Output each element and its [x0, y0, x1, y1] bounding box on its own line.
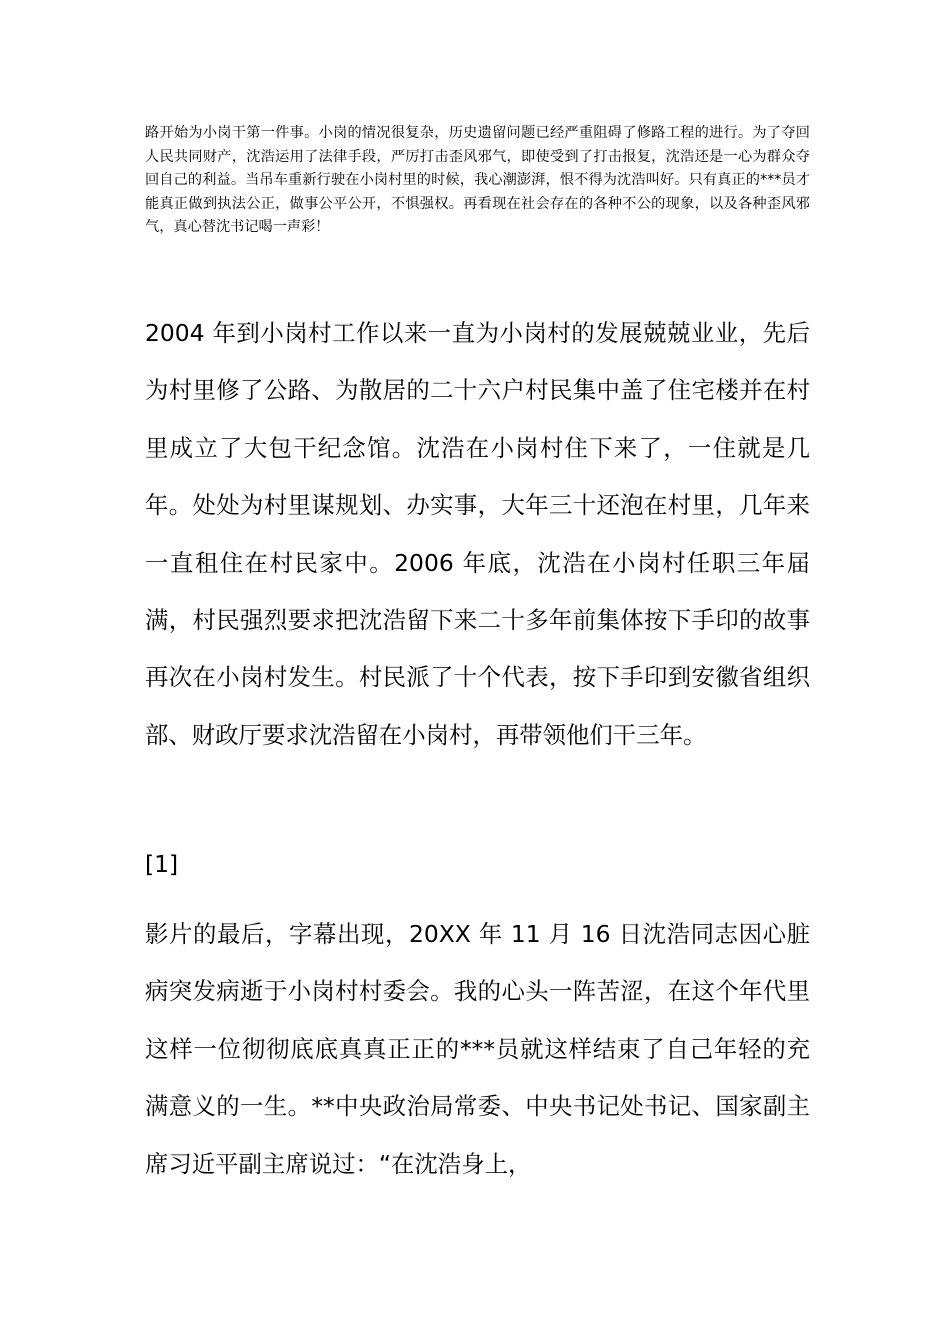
- paragraph-3: 影片的最后，字幕出现，20XX 年 11 月 16 日沈浩同志因心脏病突发病逝于小岗村村委会。我的心头一阵苦涩，在这个年代里这样一位彻彻底底真真正正的***员就这样结束了自己年轻的充满意义的一生。**中央政治局常委、中央书记处书记、国家副主席习近平副主席说过：“在沈浩身上，: [145, 920, 810, 1178]
- paragraph-2: 2004 年到小岗村工作以来一直为小岗村的发展兢兢业业，先后为村里修了公路、为散居的二十六户村民集中盖了住宅楼并在村里成立了大包干纪念馆。沈浩在小岗村住下来了，一住就是几年。处处为村里谋规划、办实事，大年三十还泡在村里，几年来一直租住在村民家中。2006 年底，沈浩在小岗村任职三年届满，村民强烈要求把沈浩留下来二十多年前集体按下手印的故事再次在小岗村发生。村民派了十个代表，按下手印到安徽省组织部、财政厅要求沈浩留在小岗村，再带领他们干三年。: [145, 319, 810, 749]
- reference-marker: [1]: [145, 850, 179, 878]
- paragraph-1: 路开始为小岗干第一件事。小岗的情况很复杂，历史遗留问题已经严重阻碍了修路工程的进行。为了夺回人民共同财产，沈浩运用了法律手段，严厉打击歪风邪气，即使受到了打击报复，沈浩还是一心为群众夺回自己的利益。当吊车重新行驶在小岗村里的时候，我心潮澎湃，恨不得为沈浩叫好。只有真正的***员才能真正做到执法公正，做事公平公开，不惧强权。再看现在社会存在的各种不公的现象，以及各种歪风邪气，真心替沈书记喝一声彩！: [145, 125, 810, 236]
